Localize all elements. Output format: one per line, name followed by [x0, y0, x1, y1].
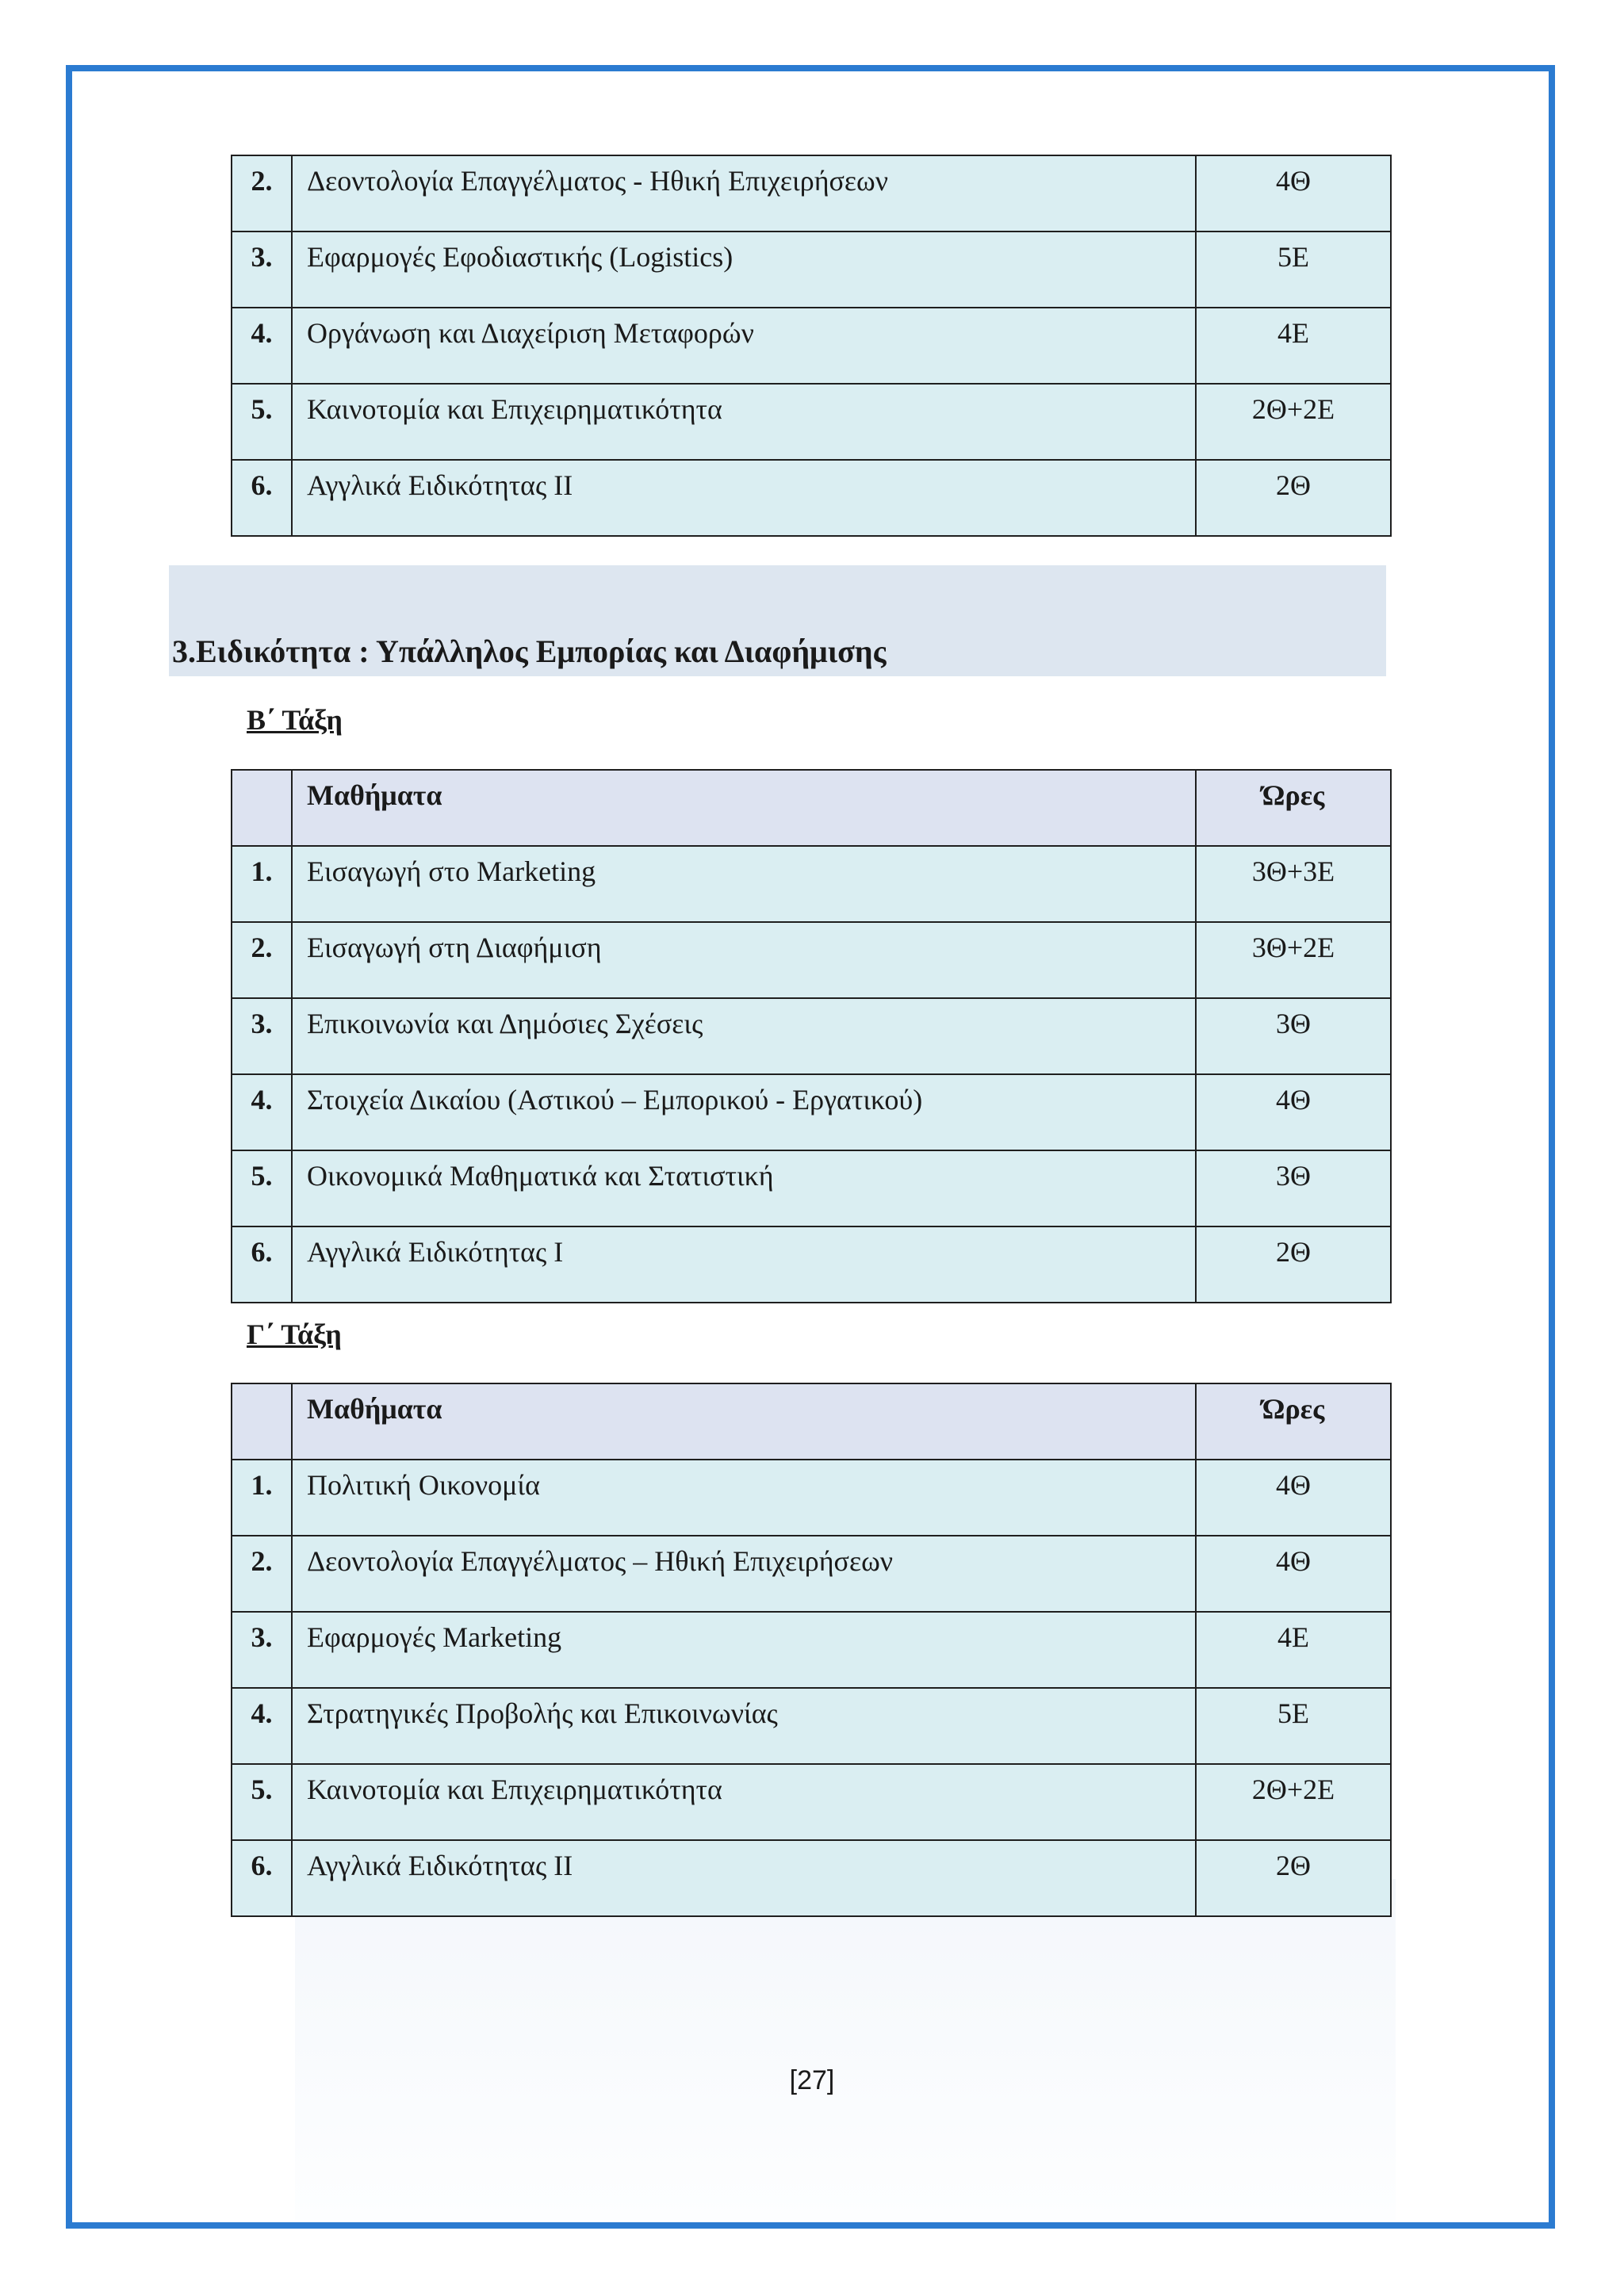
table-row [232, 384, 1391, 460]
class-b-subjects-table [231, 769, 1392, 1303]
row-number: 1. [232, 1460, 292, 1536]
row-number: 1. [232, 846, 292, 922]
subject-hours: 2Θ+2Ε [1196, 384, 1391, 460]
table-row [232, 308, 1391, 384]
subject-hours: 4Ε [1196, 1612, 1391, 1688]
subject-hours: 4Ε [1196, 308, 1391, 384]
row-number: 4. [232, 1688, 292, 1764]
row-number: 2. [232, 922, 292, 998]
subject-name: Εφαρμογές Marketing [292, 1612, 1196, 1688]
row-number: 6. [232, 1226, 292, 1303]
subject-hours: 2Θ [1196, 460, 1391, 536]
row-number: 3. [232, 1612, 292, 1688]
row-number: 6. [232, 460, 292, 536]
subject-name: Αγγλικά Ειδικότητας ΙΙ [292, 460, 1196, 536]
table-row [232, 1226, 1391, 1303]
class-c-subjects-table [231, 1383, 1392, 1917]
subject-name: Πολιτική Οικονομία [292, 1460, 1196, 1536]
subject-name: Καινοτομία και Επιχειρηματικότητα [292, 1764, 1196, 1840]
row-number: 5. [232, 1764, 292, 1840]
table-header-row [232, 1383, 1391, 1460]
subject-hours: 4Θ [1196, 1074, 1391, 1150]
table-row [232, 1074, 1391, 1150]
subject-hours: 4Θ [1196, 155, 1391, 232]
subject-name: Επικοινωνία και Δημόσιες Σχέσεις [292, 998, 1196, 1074]
header-number [232, 1383, 292, 1460]
table-row [232, 1460, 1391, 1536]
background-shade [295, 1879, 1396, 2220]
row-number: 4. [232, 308, 292, 384]
subject-name: Εισαγωγή στη Διαφήμιση [292, 922, 1196, 998]
subject-name: Δεοντολογία Επαγγέλματος - Ηθική Επιχειρήσεων [292, 155, 1196, 232]
row-number: 5. [232, 384, 292, 460]
page-number: [27] [789, 2065, 835, 2095]
subject-name: Στοιχεία Δικαίου (Αστικού – Εμπορικού - Εργατικού) [292, 1074, 1196, 1150]
subject-hours: 2Θ [1196, 1840, 1391, 1916]
subject-hours: 3Θ+3Ε [1196, 846, 1391, 922]
subject-hours: 4Θ [1196, 1460, 1391, 1536]
table-row [232, 232, 1391, 308]
row-number: 3. [232, 232, 292, 308]
header-hours: Ώρες [1196, 1383, 1391, 1460]
subject-name: Αγγλικά Ειδικότητας ΙΙ [292, 1840, 1196, 1916]
subject-hours: 4Θ [1196, 1536, 1391, 1612]
table-row [232, 1150, 1391, 1226]
subject-hours: 3Θ [1196, 1150, 1391, 1226]
table-row [232, 1536, 1391, 1612]
row-number: 4. [232, 1074, 292, 1150]
table-row [232, 846, 1391, 922]
section-title: 3.Ειδικότητα : Υπάλληλος Εμπορίας και Διαφήμισης [172, 633, 887, 669]
table-row [232, 1688, 1391, 1764]
table-row [232, 1764, 1391, 1840]
subject-hours: 2Θ+2Ε [1196, 1764, 1391, 1840]
row-number: 6. [232, 1840, 292, 1916]
subject-name: Οικονομικά Μαθηματικά και Στατιστική [292, 1150, 1196, 1226]
header-subjects: Μαθήματα [292, 1383, 1196, 1460]
subject-name: Αγγλικά Ειδικότητας Ι [292, 1226, 1196, 1303]
row-number: 2. [232, 1536, 292, 1612]
row-number: 3. [232, 998, 292, 1074]
subject-hours: 3Θ+2Ε [1196, 922, 1391, 998]
subject-name: Εφαρμογές Εφοδιαστικής (Logistics) [292, 232, 1196, 308]
table-row [232, 922, 1391, 998]
class-c-label: Γ΄ Τάξη [247, 1318, 342, 1350]
table-header-row [232, 770, 1391, 846]
table-row [232, 460, 1391, 536]
table-row [232, 1612, 1391, 1688]
subject-name: Οργάνωση και Διαχείριση Μεταφορών [292, 308, 1196, 384]
row-number: 5. [232, 1150, 292, 1226]
subjects-table-continued [231, 155, 1392, 537]
subject-hours: 2Θ [1196, 1226, 1391, 1303]
subject-name: Εισαγωγή στο Marketing [292, 846, 1196, 922]
table-row [232, 1840, 1391, 1916]
subject-hours: 5Ε [1196, 232, 1391, 308]
subject-name: Δεοντολογία Επαγγέλματος – Ηθική Επιχειρήσεων [292, 1536, 1196, 1612]
subject-name: Στρατηγικές Προβολής και Επικοινωνίας [292, 1688, 1196, 1764]
header-hours: Ώρες [1196, 770, 1391, 846]
subject-name: Καινοτομία και Επιχειρηματικότητα [292, 384, 1196, 460]
row-number: 2. [232, 155, 292, 232]
table-row [232, 155, 1391, 232]
header-subjects: Μαθήματα [292, 770, 1196, 846]
table-row [232, 998, 1391, 1074]
header-number [232, 770, 292, 846]
class-b-label: Β΄ Τάξη [247, 704, 343, 736]
subject-hours: 3Θ [1196, 998, 1391, 1074]
subject-hours: 5Ε [1196, 1688, 1391, 1764]
